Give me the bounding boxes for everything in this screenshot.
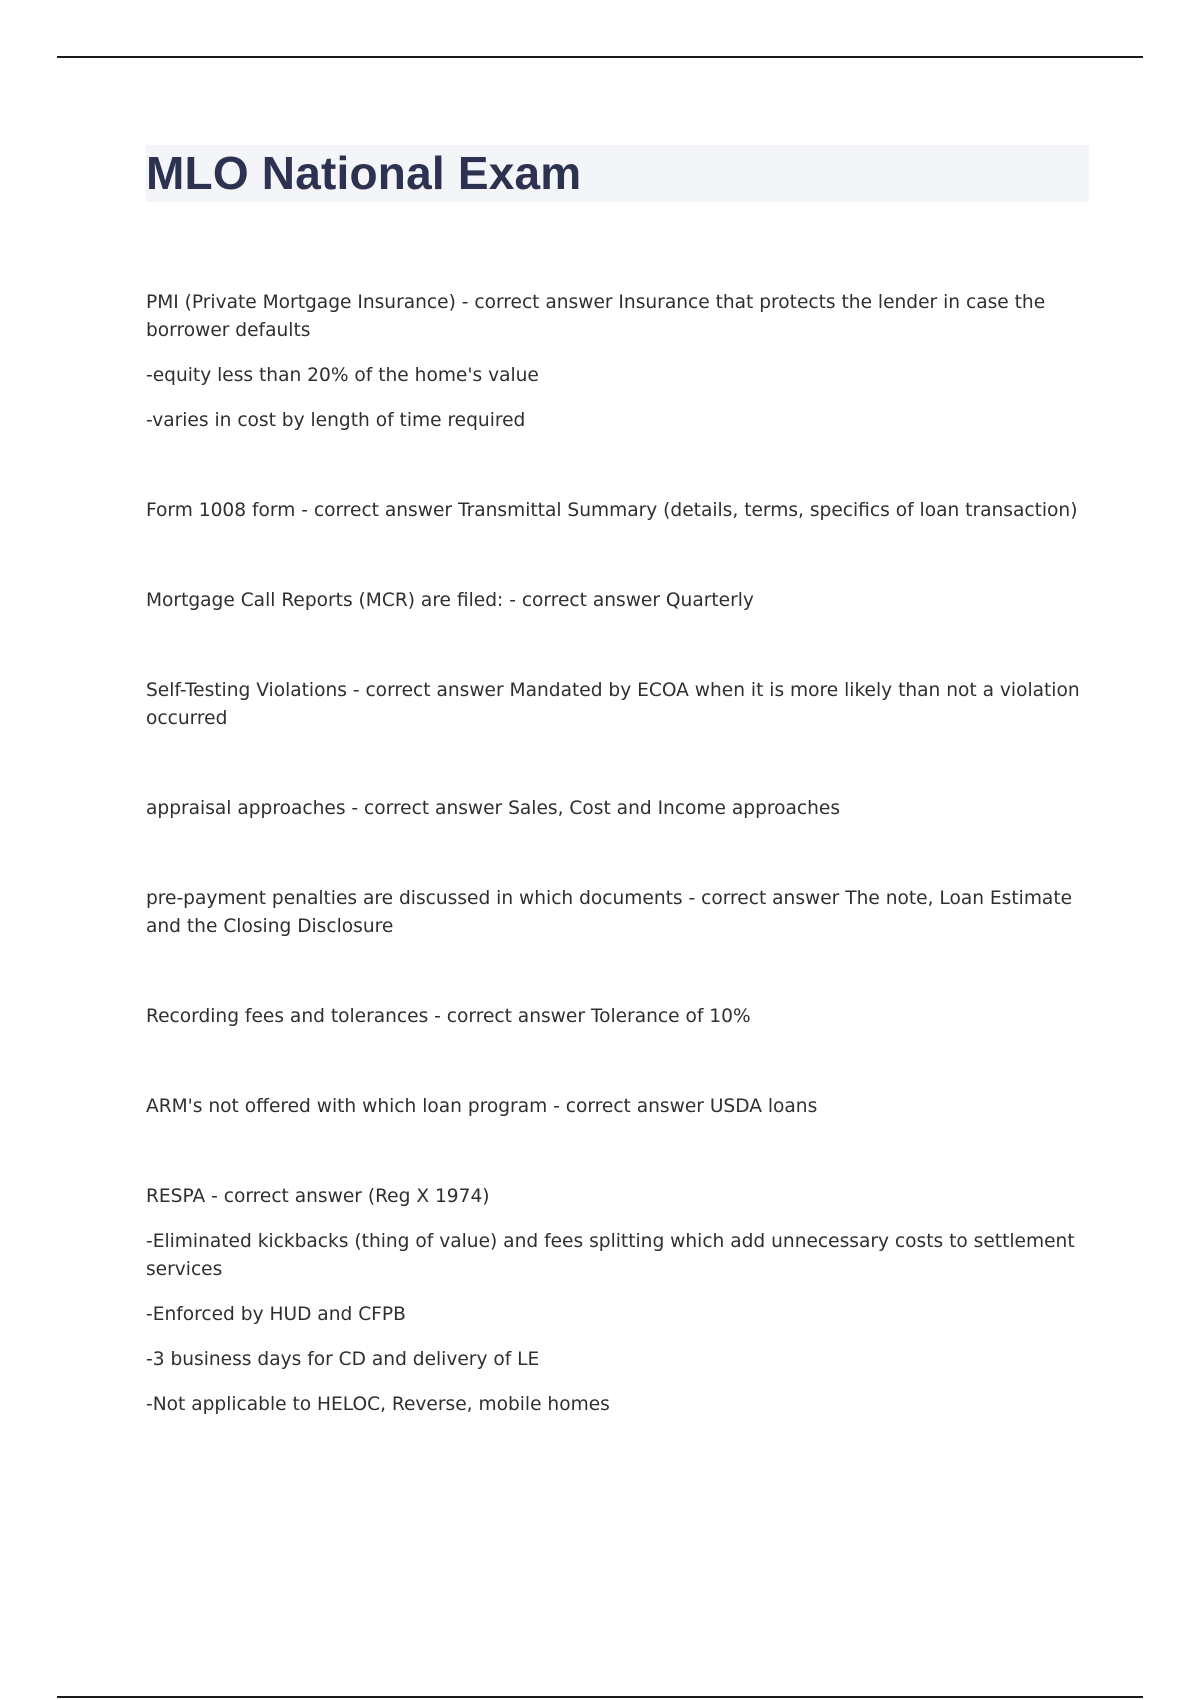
page-title: MLO National Exam [146, 147, 582, 199]
entry-line: -Enforced by HUD and CFPB [146, 1304, 406, 1325]
document-body [146, 289, 1086, 1481]
entry-arm [146, 1093, 1086, 1121]
entry-prepayment [146, 885, 1086, 941]
bottom-rule [57, 1696, 1143, 1698]
entry-line: Form 1008 form - correct answer Transmittal Summary (details, terms, specifics of loan transaction) [146, 500, 1078, 521]
entry-line: appraisal approaches - correct answer Sales, Cost and Income approaches [146, 798, 841, 819]
entry-line: Mortgage Call Reports (MCR) are filed: - correct answer Quarterly [146, 590, 754, 611]
entry-line: -Eliminated kickbacks (thing of value) and fees splitting which add unnecessary costs to settlement services [146, 1231, 1075, 1280]
entry-line: -varies in cost by length of time required [146, 410, 526, 431]
entry-line: -equity less than 20% of the home's value [146, 365, 539, 386]
entry-line: Recording fees and tolerances - correct answer Tolerance of 10% [146, 1006, 751, 1027]
entry-line: RESPA - correct answer (Reg X 1974) [146, 1186, 490, 1207]
entry-recording-fees [146, 1003, 1086, 1031]
entry-form-1008 [146, 497, 1086, 525]
entry-line: Self-Testing Violations - correct answer Mandated by ECOA when it is more likely than not a violation occurred [146, 680, 1080, 729]
top-rule [57, 56, 1143, 58]
entry-line: pre-payment penalties are discussed in which documents - correct answer The note, Loan Estimate and the Closing Disclosure [146, 888, 1073, 937]
entry-appraisal [146, 795, 1086, 823]
entry-self-testing [146, 677, 1086, 733]
entry-line: -Not applicable to HELOC, Reverse, mobile homes [146, 1394, 610, 1415]
entry-line: ARM's not offered with which loan program - correct answer USDA loans [146, 1096, 818, 1117]
entry-pmi [146, 289, 1086, 435]
entry-mcr [146, 587, 1086, 615]
entry-line: PMI (Private Mortgage Insurance) - correct answer Insurance that protects the lender in case the borrower defaults [146, 292, 1046, 341]
entry-respa [146, 1183, 1086, 1419]
entry-line: -3 business days for CD and delivery of LE [146, 1349, 540, 1370]
